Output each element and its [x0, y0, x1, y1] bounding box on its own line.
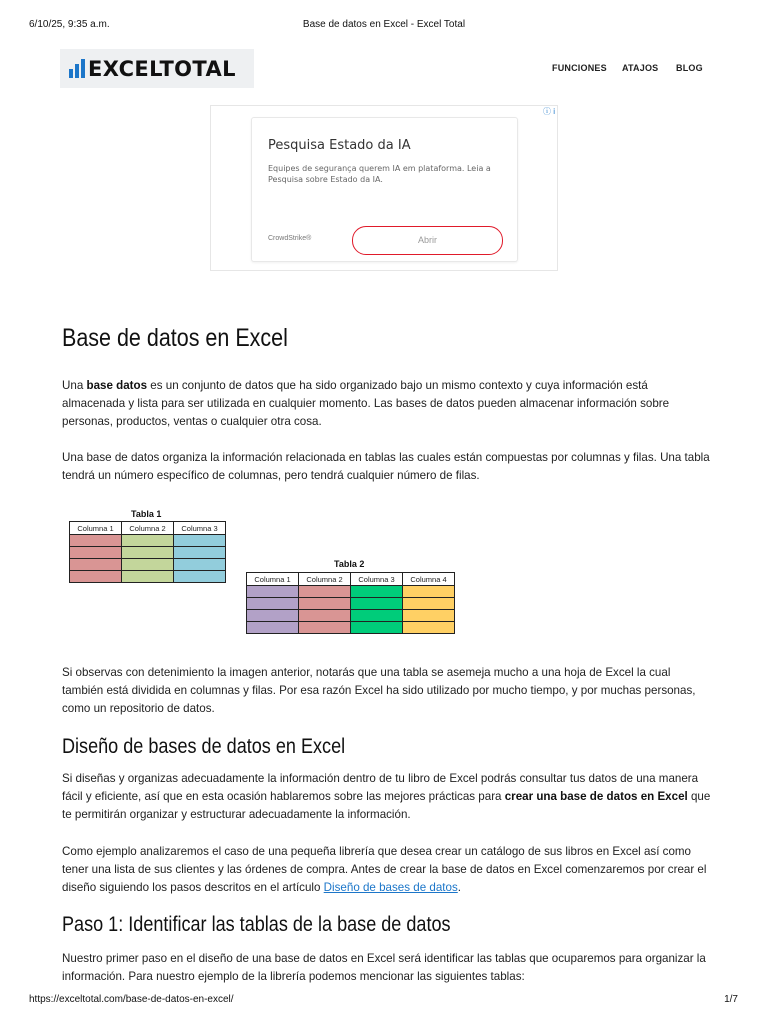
table1-caption: Tabla 1 [131, 509, 162, 519]
ad-open-button[interactable]: Abrir [352, 226, 503, 255]
table-cell [351, 610, 403, 622]
example-table-2 [246, 572, 455, 634]
ad-title: Pesquisa Estado da IA [268, 138, 411, 153]
print-page-title: Base de datos en Excel - Excel Total [302, 19, 466, 30]
table-row [70, 559, 226, 571]
design-paragraph: Si diseñas y organizas adecuadamente la información dentro de tu libro de Excel podrás consultar tus datos de una manera fácil y eficiente, así que en esta ocasión hablaremos sobre las mejores prácticas para crear una base de datos en Excel que te permitirán organizar y estructurar adecuadamente la información. [62, 772, 711, 821]
table-cell [247, 586, 299, 598]
page-title: Base de datos en Excel [62, 324, 288, 352]
table-cell [403, 598, 455, 610]
table-row [247, 622, 455, 634]
ad-info-icon[interactable]: ⓘ i [543, 107, 555, 116]
table-cell [122, 547, 174, 559]
link-diseno-bases-datos[interactable]: Diseño de bases de datos [323, 881, 458, 894]
table-column-header: Columna 1 [247, 573, 299, 586]
table-row [70, 547, 226, 559]
table2-caption: Tabla 2 [334, 559, 365, 569]
table-cell [122, 535, 174, 547]
table-cell [247, 598, 299, 610]
table-row [70, 535, 226, 547]
table-cell [351, 622, 403, 634]
table-cell [70, 571, 122, 583]
table-cell [174, 535, 226, 547]
bar-chart-icon [69, 59, 85, 78]
ad-card[interactable] [251, 117, 518, 262]
tables-paragraph: Una base de datos organiza la información relacionada en tablas las cuales están compuestas por columnas y filas. Una tabla tendrá un número específico de columnas, pero tendrá cualquier número de filas. [62, 451, 710, 482]
table-column-header: Columna 2 [299, 573, 351, 586]
table-cell [174, 571, 226, 583]
bold-term-base-datos: base datos [86, 379, 148, 392]
table-row [247, 586, 455, 598]
table-row [70, 571, 226, 583]
print-header [0, 19, 768, 33]
example-paragraph: Como ejemplo analizaremos el caso de una pequeña librería que desea crear un catálogo de sus libros en Excel así como tener una lista de sus clientes y las órdenes de compra. Antes de crear la base de datos en Excel comenzaremos por crear el diseño siguiendo los pasos descritos en el artículo Diseño de bases de datos. [62, 845, 707, 894]
table-cell [174, 559, 226, 571]
table-cell [351, 598, 403, 610]
table-cell [70, 559, 122, 571]
table-cell [299, 622, 351, 634]
intro-paragraph: Una base datos es un conjunto de datos que ha sido organizado bajo un mismo contexto y cuya información está almacenada y lista para ser utilizada en cualquier momento. Las bases de datos pueden almacenar información sobre personas, productos, ventas o cualquier otra cosa. [62, 379, 670, 428]
table-cell [70, 547, 122, 559]
step1-paragraph: Nuestro primer paso en el diseño de una base de datos en Excel será identificar las tablas que ocuparemos para organizar la información. Para nuestro ejemplo de la librería podemos mencionar las siguientes tablas: [62, 952, 706, 983]
table-row [247, 610, 455, 622]
table-column-header: Columna 4 [403, 573, 455, 586]
example-table-1 [69, 521, 226, 583]
nav-atajos[interactable]: ATAJOS [622, 63, 659, 73]
table-cell [247, 622, 299, 634]
table-cell [403, 610, 455, 622]
ad-brand: CrowdStrike® [268, 235, 312, 242]
table-cell [247, 610, 299, 622]
page-number: 1/7 [724, 994, 738, 1005]
table-cell [174, 547, 226, 559]
table-row [247, 598, 455, 610]
table-cell [70, 535, 122, 547]
table-cell [122, 559, 174, 571]
bold-term-crear-base: crear una base de datos en Excel [504, 790, 688, 803]
site-logo[interactable] [60, 49, 254, 88]
observation-paragraph: Si observas con detenimiento la imagen anterior, notarás que una tabla se asemeja mucho a una hoja de Excel la cual también está dividida en columnas y filas. Por esa razón Excel ha sido utilizado por mucho tiempo, y por muchas personas, como un repositorio de datos. [62, 666, 696, 715]
table-cell [351, 586, 403, 598]
ad-description: Equipes de segurança querem IA em plataforma. Leia a Pesquisa sobre Estado da IA. [268, 164, 491, 184]
footer-url: https://exceltotal.com/base-de-datos-en-excel/ [29, 994, 234, 1005]
print-footer [0, 994, 768, 1008]
table-cell [403, 622, 455, 634]
table-column-header: Columna 1 [70, 522, 122, 535]
nav-funciones[interactable]: FUNCIONES [552, 63, 607, 73]
table-cell [299, 598, 351, 610]
logo-text: EXCELTOTAL [88, 56, 236, 81]
table-column-header: Columna 2 [122, 522, 174, 535]
heading-diseno: Diseño de bases de datos en Excel [62, 735, 346, 758]
heading-paso-1: Paso 1: Identificar las tablas de la base de datos [62, 913, 451, 936]
print-date: 6/10/25, 9:35 a.m. [29, 19, 110, 30]
table-cell [403, 586, 455, 598]
nav-blog[interactable]: BLOG [676, 63, 703, 73]
table-cell [299, 610, 351, 622]
table-cell [299, 586, 351, 598]
table-column-header: Columna 3 [174, 522, 226, 535]
table-column-header: Columna 3 [351, 573, 403, 586]
ad-banner[interactable] [210, 105, 558, 271]
table-cell [122, 571, 174, 583]
